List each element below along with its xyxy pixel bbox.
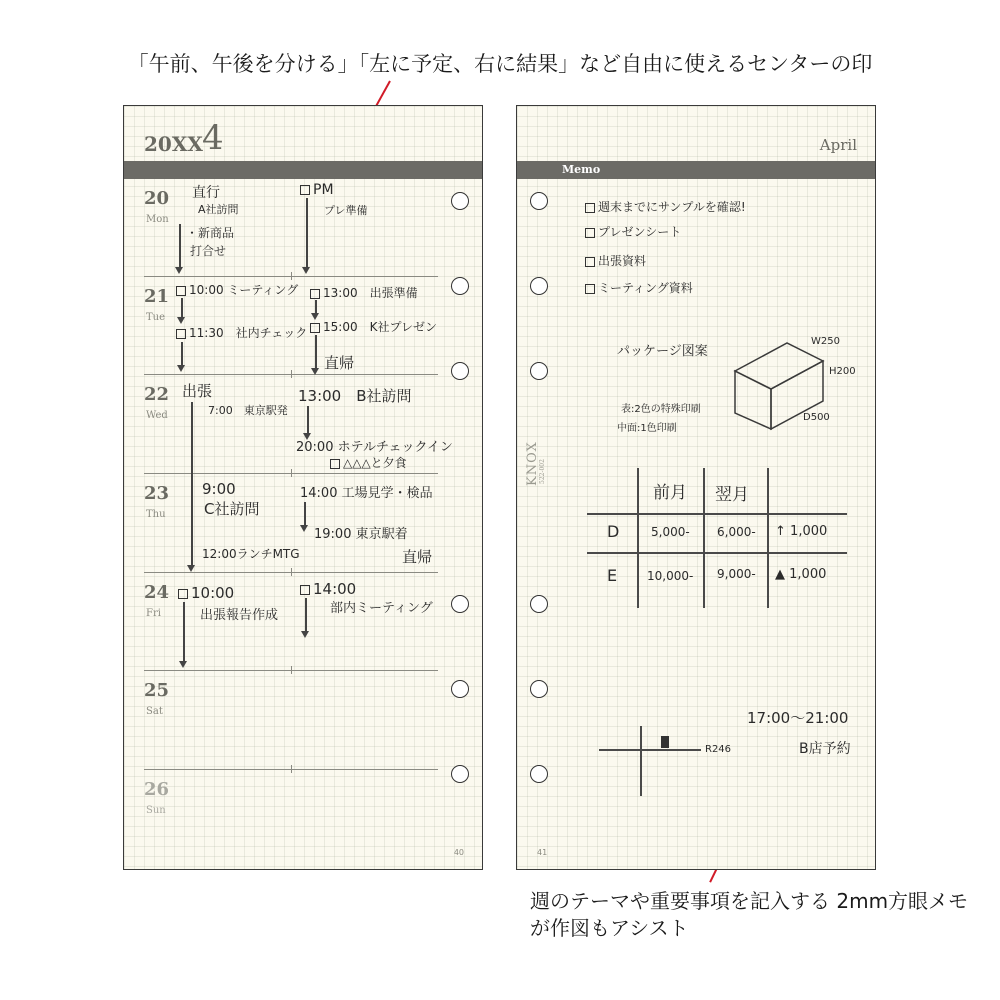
binder-hole (530, 680, 548, 698)
checklist-item: 出張資料 (585, 252, 646, 269)
triangle-icon: ▲ (775, 567, 785, 582)
dimension-label: D500 (803, 412, 830, 423)
checkbox-icon (310, 289, 320, 299)
checkbox-icon (330, 459, 340, 469)
day-number: 25 (144, 680, 170, 701)
bottom-caption: 週のテーマや重要事項を記入する 2mm方眼メモが作図もアシスト (530, 889, 969, 940)
dimension-label: W250 (811, 336, 840, 347)
checkbox-icon (585, 284, 595, 294)
checklist-item: 週末までにサンプルを確認! (585, 198, 746, 215)
checkbox-icon (310, 323, 320, 333)
note-text: 直帰 (402, 548, 433, 566)
sketch-title: パッケージ図案 (617, 344, 708, 359)
row-label: D (607, 522, 620, 541)
table-line (767, 468, 769, 608)
checklist-item: ミーティング資料 (585, 279, 693, 296)
center-mark (291, 272, 292, 280)
memo-header-bar (517, 161, 875, 179)
duration-arrow (305, 598, 307, 632)
sketch-note: 表:2色の特殊印刷 (621, 404, 701, 415)
day-number: 22 (144, 384, 170, 405)
table-header: 翌月 (715, 485, 749, 505)
note-text: 19:00 東京駅着 (314, 527, 408, 542)
note-text: 14:00 工場見学・検品 (300, 486, 433, 501)
duration-arrow (315, 300, 317, 314)
binder-hole (451, 595, 469, 613)
up-arrow-icon: ↑ (775, 524, 786, 539)
note-text: 部内ミーティング (330, 601, 433, 616)
note-text: 12:00ランチMTG (202, 547, 300, 561)
note-text: 13:00 出張準備 (310, 284, 418, 301)
day-number: 26 (144, 779, 170, 800)
note-text: 10:00 (178, 584, 234, 602)
binder-hole (451, 765, 469, 783)
map-road (599, 749, 701, 751)
binder-hole (530, 277, 548, 295)
note-text: 10:00 ミーティング (176, 281, 298, 298)
table-cell: ▲ 1,000 (775, 567, 827, 582)
note-text: △△△と夕食 (330, 454, 407, 471)
table-line (587, 552, 847, 554)
note-text: 出張 (182, 382, 213, 400)
note-text: 出張報告作成 (200, 608, 279, 623)
duration-arrow (315, 335, 317, 369)
note-text: 14:00 (300, 580, 356, 598)
note-text: 15:00 K社プレゼン (310, 318, 437, 335)
checkbox-icon (176, 329, 186, 339)
duration-arrow (183, 602, 185, 662)
page-number: 41 (537, 848, 548, 857)
duration-arrow (181, 298, 183, 318)
duration-arrow (179, 224, 181, 268)
day-name: Tue (146, 312, 166, 323)
binder-hole (530, 595, 548, 613)
binder-hole (451, 277, 469, 295)
center-mark (291, 568, 292, 576)
checklist-item: プレゼンシート (585, 223, 681, 240)
day-number: 21 (144, 286, 170, 307)
note-text: 13:00 B社訪問 (298, 387, 412, 405)
checkbox-icon (176, 286, 186, 296)
center-mark (291, 370, 292, 378)
checkbox-icon (178, 589, 188, 599)
checkbox-icon (300, 185, 310, 195)
note-text: 20:00 ホテルチェックイン (296, 440, 453, 455)
top-caption: 「午前、午後を分ける」「左に予定、右に結果」など自由に使えるセンターの印 (127, 52, 873, 76)
note-text: 直帰 (324, 354, 355, 372)
center-mark (291, 765, 292, 773)
note-text: 直行 (192, 185, 220, 201)
binder-hole (451, 680, 469, 698)
note-text: 11:30 社内チェック (176, 324, 307, 341)
weekly-page (123, 105, 483, 870)
dimension-label: H200 (829, 366, 856, 377)
map-building-icon (661, 736, 669, 748)
table-cell: 6,000- (717, 525, 756, 539)
duration-arrow (304, 502, 306, 526)
table-line (637, 468, 639, 608)
note-text: 打合せ (190, 244, 227, 258)
memo-label: Memo (562, 163, 601, 176)
day-number: 24 (144, 582, 170, 603)
brand-logo: KNOX (525, 441, 540, 486)
reservation-place: B店予約 (799, 741, 851, 757)
row-label: E (607, 566, 618, 585)
table-cell: 9,000- (717, 567, 756, 581)
sketch-note: 中面:1色印刷 (617, 423, 677, 434)
month-name: April (819, 136, 857, 154)
note-text: A社訪問 (198, 203, 239, 216)
duration-arrow (307, 406, 309, 434)
note-text: PM (300, 182, 334, 198)
duration-arrow (191, 402, 193, 566)
binder-hole (530, 192, 548, 210)
note-text: プレ準備 (324, 204, 368, 217)
table-header: 前月 (653, 483, 687, 503)
month-label: 4 (202, 118, 224, 158)
duration-arrow (306, 198, 308, 268)
day-name: Fri (146, 608, 161, 619)
checkbox-icon (585, 203, 595, 213)
day-name: Wed (146, 410, 168, 421)
binder-hole (451, 192, 469, 210)
page-number: 40 (453, 848, 464, 857)
road-label: R246 (705, 744, 732, 755)
day-name: Mon (146, 214, 169, 225)
day-name: Sun (146, 805, 166, 816)
checkbox-icon (585, 228, 595, 238)
memo-page (516, 105, 876, 870)
note-text: C社訪問 (204, 500, 260, 518)
map-road (640, 726, 642, 796)
binder-hole (530, 765, 548, 783)
table-cell: ↑ 1,000 (775, 524, 828, 539)
binder-hole (451, 362, 469, 380)
day-number: 20 (144, 188, 170, 209)
table-cell: 5,000- (651, 525, 690, 539)
day-number: 23 (144, 483, 170, 504)
brand-code: 522-002 (539, 459, 546, 484)
checkbox-icon (300, 585, 310, 595)
day-name: Thu (146, 509, 166, 520)
table-cell: 10,000- (647, 569, 694, 583)
header-bar (124, 161, 482, 179)
table-line (587, 513, 847, 515)
binder-hole (530, 362, 548, 380)
note-text: ・新商品 (186, 226, 235, 240)
note-text: 7:00 東京駅発 (208, 404, 288, 417)
note-text: 9:00 (202, 480, 236, 498)
checkbox-icon (585, 257, 595, 267)
table-line (703, 468, 705, 608)
year-label: 20XX (144, 132, 203, 156)
center-mark (291, 666, 292, 674)
reservation-time: 17:00〜21:00 (747, 709, 849, 727)
day-name: Sat (146, 706, 163, 717)
duration-arrow (181, 342, 183, 366)
center-mark (291, 469, 292, 477)
